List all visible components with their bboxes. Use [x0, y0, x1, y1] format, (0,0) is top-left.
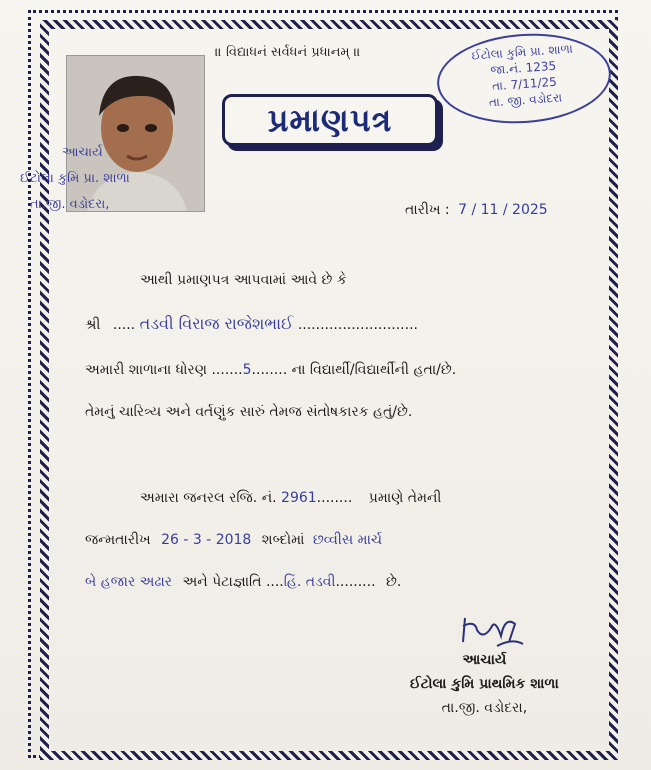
date-line: તારીખ : 7 / 11 / 2025 — [405, 202, 548, 218]
intro-line: આથી પ્રમાણપત્ર આપવામાં આવે છે કે — [140, 272, 347, 288]
left-principal-stamp: આચાર્ય ઈટોલા કુમિ પ્રા. શાળા તા.જી. વડોદરા, — [20, 145, 130, 212]
student-name-line: શ્રી ..... તડવી વિરાજ રાજેશભાઈ ........................... — [85, 314, 418, 333]
certificate-title: પ્રમાણપત્ર — [267, 100, 393, 139]
caste-line: બે હજાર અઢાર અને પેટાજ્ઞાતિ ....હિં. તડવી......... છે. — [85, 574, 402, 590]
register-line: અમારા જનરલ રજિ. નં. 2961........ પ્રમાણે તેમની — [140, 490, 442, 506]
standard-line: અમારી શાળાના ધોરણ .......5........ ના વિદ્યાર્થી/વિદ્યાર્થીની હતા/છે. — [85, 362, 457, 378]
school-stamp: ઈટોલા કુમિ પ્રા. શાળા જા.નં. 1235 તા. 7/11/25 તા. જી. વડોદરા — [434, 28, 614, 129]
certificate-title-box — [222, 94, 438, 146]
motto: ॥ વિદ્યાધનં સર્વધનં પ્રધાનમ્ ॥ — [215, 45, 361, 60]
birthdate-line: જન્મતારીખ 26 - 3 - 2018 શબ્દોમાં છવ્વીસ માર્ચ — [85, 532, 383, 548]
character-line: તેમનું ચારિત્ર્ય અને વર્તણુંક સારું તેમજ સંતોષકારક હતું/છે. — [85, 404, 413, 420]
principal-signature-block: આચાર્ય ઈટોલા કુમિ પ્રાથમિક શાળા તા.જી. વડોદરા, — [410, 652, 559, 716]
